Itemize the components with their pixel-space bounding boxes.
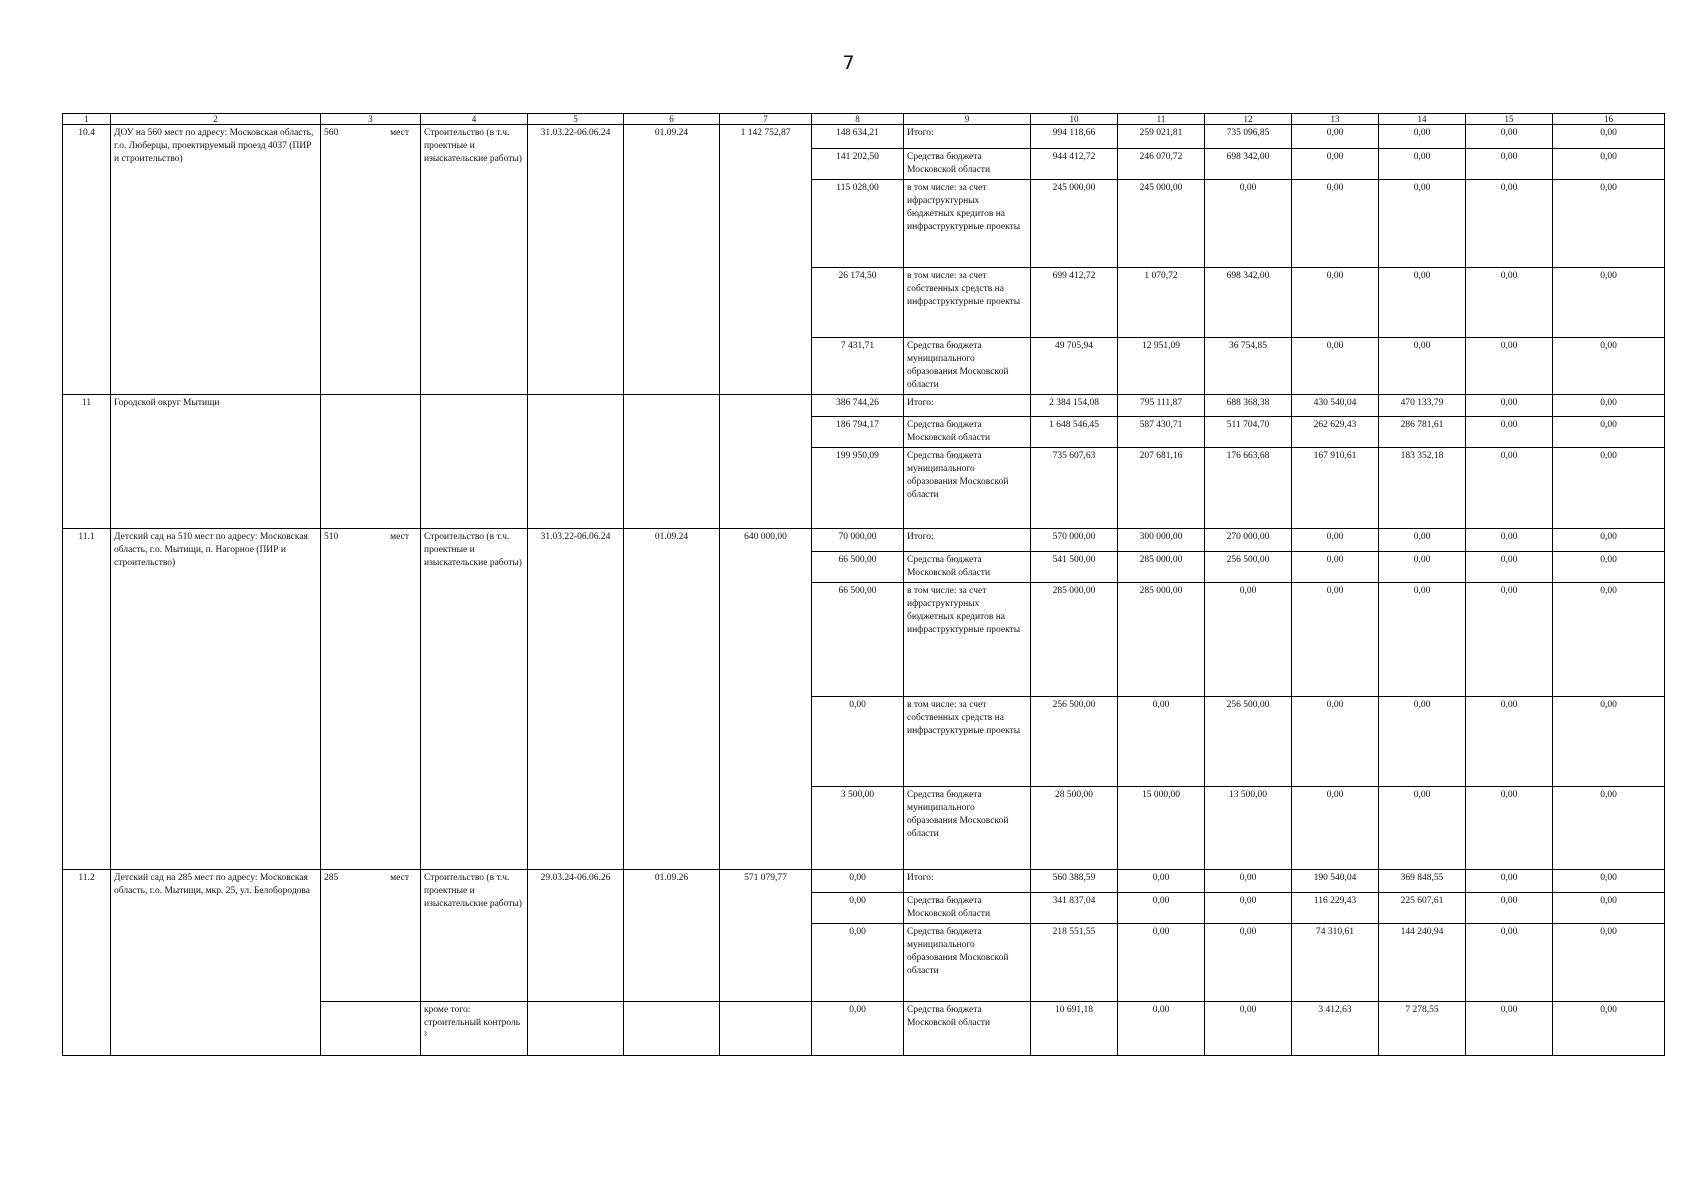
column-number: 5 (528, 114, 624, 125)
column-number: 3 (321, 114, 421, 125)
value-cell: 0,00 (1553, 417, 1665, 448)
value-cell: 0,00 (1553, 180, 1665, 268)
value-cell: 587 430,71 (1118, 417, 1205, 448)
value-cell: 285 000,00 (1118, 583, 1205, 697)
value-cell: 262 629,43 (1292, 417, 1379, 448)
value-cell: 66 500,00 (812, 552, 904, 583)
value-cell: 28 500,00 (1031, 787, 1118, 870)
value-cell: 190 540,04 (1292, 870, 1379, 893)
page-number: 7 (842, 52, 855, 74)
value-cell: 186 794,17 (812, 417, 904, 448)
empty-cell (528, 1002, 624, 1056)
value-cell: 698 342,00 (1205, 268, 1292, 338)
empty-cell (624, 1002, 720, 1056)
value-cell: 0,00 (812, 697, 904, 787)
commissioning-date: 01.09.24 (624, 529, 720, 870)
value-cell: 795 111,87 (1118, 395, 1205, 417)
funding-source: в том числе: за счет ифраструктурных бюджетных кредитов на инфраструктурные проекты (904, 180, 1031, 268)
value-cell: 0,00 (1466, 149, 1553, 180)
value-cell: 0,00 (1292, 268, 1379, 338)
funding-source: Средства бюджета Московской области (904, 149, 1031, 180)
value-cell: 0,00 (812, 924, 904, 1002)
column-number: 12 (1205, 114, 1292, 125)
value-cell: 0,00 (812, 893, 904, 924)
value-cell: 0,00 (1466, 924, 1553, 1002)
period: 29.03.24-06.06.26 (528, 870, 624, 1002)
value-cell: 511 704,70 (1205, 417, 1292, 448)
capacity-value: 510 (324, 532, 339, 542)
commissioning-date: 01.09.24 (624, 125, 720, 395)
value-cell: 0,00 (1553, 395, 1665, 417)
table-row (63, 870, 1665, 893)
column-number: 8 (812, 114, 904, 125)
funding-source: Средства бюджета муниципального образования Московской области (904, 924, 1031, 1002)
value-cell: 0,00 (1205, 893, 1292, 924)
value-cell: 0,00 (1292, 697, 1379, 787)
value-cell: 176 663,68 (1205, 448, 1292, 529)
value-cell: 0,00 (1205, 924, 1292, 1002)
value-cell: 1 070,72 (1118, 268, 1205, 338)
value-cell: 0,00 (1205, 180, 1292, 268)
column-number-row (63, 114, 1665, 125)
empty-cell (720, 395, 812, 529)
commissioning-date: 01.09.26 (624, 870, 720, 1002)
value-cell: 0,00 (1466, 268, 1553, 338)
value-cell: 256 500,00 (1205, 552, 1292, 583)
column-number: 15 (1466, 114, 1553, 125)
value-cell: 207 681,16 (1118, 448, 1205, 529)
value-cell: 7 278,55 (1379, 1002, 1466, 1056)
value-cell: 430 540,04 (1292, 395, 1379, 417)
value-cell: 2 384 154,08 (1031, 395, 1118, 417)
value-cell: 256 500,00 (1205, 697, 1292, 787)
value-cell: 1 648 546,45 (1031, 417, 1118, 448)
value-cell: 300 000,00 (1118, 529, 1205, 552)
value-cell: 0,00 (1553, 787, 1665, 870)
value-cell: 144 240,94 (1379, 924, 1466, 1002)
value-cell: 0,00 (1379, 697, 1466, 787)
value-cell: 167 910,61 (1292, 448, 1379, 529)
value-cell: 0,00 (1118, 870, 1205, 893)
value-cell: 70 000,00 (812, 529, 904, 552)
capacity-cell (321, 870, 421, 1002)
funding-source: Средства бюджета Московской области (904, 893, 1031, 924)
empty-cell (720, 1002, 812, 1056)
row-number: 11.2 (63, 870, 111, 1056)
value-cell: 66 500,00 (812, 583, 904, 697)
value-cell: 285 000,00 (1118, 552, 1205, 583)
capacity-unit: мест (390, 128, 409, 138)
value-cell: 0,00 (1466, 552, 1553, 583)
object-name: Детский сад на 510 мест по адресу: Московская область, г.о. Мытищи, п. Нагорное (ПИР и строительство) (111, 529, 321, 870)
value-cell: 541 500,00 (1031, 552, 1118, 583)
value-cell: 0,00 (1205, 870, 1292, 893)
value-cell: 0,00 (1553, 149, 1665, 180)
value-cell: 285 000,00 (1031, 583, 1118, 697)
column-number: 11 (1118, 114, 1205, 125)
column-number: 6 (624, 114, 720, 125)
funding-source: Итого: (904, 870, 1031, 893)
value-cell: 0,00 (1118, 1002, 1205, 1056)
value-cell: 0,00 (1379, 338, 1466, 395)
capacity-unit: мест (390, 873, 409, 883)
funding-source: Средства бюджета муниципального образования Московской области (904, 338, 1031, 395)
value-cell: 0,00 (1292, 125, 1379, 149)
work-type: Строительство (в т.ч. проектные и изыскательские работы) (421, 125, 528, 395)
value-cell: 0,00 (1118, 924, 1205, 1002)
capacity-value: 285 (324, 873, 339, 883)
value-cell: 699 412,72 (1031, 268, 1118, 338)
funding-source: в том числе: за счет собственных средств на инфраструктурные проекты (904, 268, 1031, 338)
value-cell: 0,00 (1466, 697, 1553, 787)
value-cell: 0,00 (1466, 448, 1553, 529)
value-cell: 3 412,63 (1292, 1002, 1379, 1056)
value-cell: 0,00 (1553, 893, 1665, 924)
value-cell: 0,00 (1553, 125, 1665, 149)
funding-source: Средства бюджета Московской области (904, 417, 1031, 448)
value-cell: 245 000,00 (1031, 180, 1118, 268)
value-cell: 0,00 (1466, 338, 1553, 395)
value-cell: 225 607,61 (1379, 893, 1466, 924)
value-cell: 259 021,81 (1118, 125, 1205, 149)
empty-cell (421, 395, 528, 529)
column-number: 13 (1292, 114, 1379, 125)
column-number: 4 (421, 114, 528, 125)
value-cell: 12 951,09 (1118, 338, 1205, 395)
value-cell: 0,00 (1292, 583, 1379, 697)
value-cell: 13 500,00 (1205, 787, 1292, 870)
funding-source: Средства бюджета Московской области (904, 552, 1031, 583)
funding-source: Средства бюджета Московской области (904, 1002, 1031, 1056)
construction-control: кроме того: строительный контроль ³ (421, 1002, 528, 1056)
period: 31.03.22-06.06.24 (528, 529, 624, 870)
value-cell: 0,00 (1553, 268, 1665, 338)
column-number: 7 (720, 114, 812, 125)
value-cell: 0,00 (1292, 529, 1379, 552)
value-cell: 183 352,18 (1379, 448, 1466, 529)
funding-source: в том числе: за счет собственных средств на инфраструктурные проекты (904, 697, 1031, 787)
value-cell: 115 028,00 (812, 180, 904, 268)
total-cost: 1 142 752,87 (720, 125, 812, 395)
table-row (63, 529, 1665, 552)
value-cell: 0,00 (1553, 583, 1665, 697)
funding-source: Средства бюджета муниципального образования Московской области (904, 787, 1031, 870)
work-type: Строительство (в т.ч. проектные и изыскательские работы) (421, 870, 528, 1002)
value-cell: 0,00 (1466, 1002, 1553, 1056)
empty-cell (321, 1002, 421, 1056)
value-cell: 735 607,63 (1031, 448, 1118, 529)
value-cell: 994 118,66 (1031, 125, 1118, 149)
value-cell: 0,00 (1379, 180, 1466, 268)
value-cell: 386 744,26 (812, 395, 904, 417)
column-number: 10 (1031, 114, 1118, 125)
value-cell: 570 000,00 (1031, 529, 1118, 552)
value-cell: 286 781,61 (1379, 417, 1466, 448)
value-cell: 141 202,50 (812, 149, 904, 180)
value-cell: 735 096,85 (1205, 125, 1292, 149)
object-name: ДОУ на 560 мест по адресу: Московская область, г.о. Люберцы, проектируемый проезд 4037 (ПИР и строительство) (111, 125, 321, 395)
capacity-cell (321, 529, 421, 870)
value-cell: 0,00 (812, 870, 904, 893)
value-cell: 0,00 (1553, 870, 1665, 893)
value-cell: 218 551,55 (1031, 924, 1118, 1002)
value-cell: 7 431,71 (812, 338, 904, 395)
funding-source: Средства бюджета муниципального образования Московской области (904, 448, 1031, 529)
row-number: 11.1 (63, 529, 111, 870)
value-cell: 944 412,72 (1031, 149, 1118, 180)
value-cell: 560 388,59 (1031, 870, 1118, 893)
total-cost: 571 079,77 (720, 870, 812, 1002)
capacity-cell (321, 125, 421, 395)
value-cell: 0,00 (1379, 125, 1466, 149)
empty-cell (624, 395, 720, 529)
budget-table (62, 113, 1665, 1056)
column-number: 16 (1553, 114, 1665, 125)
value-cell: 0,00 (1292, 338, 1379, 395)
value-cell: 0,00 (1553, 1002, 1665, 1056)
value-cell: 0,00 (1466, 395, 1553, 417)
value-cell: 0,00 (1466, 870, 1553, 893)
value-cell: 0,00 (1553, 924, 1665, 1002)
value-cell: 698 342,00 (1205, 149, 1292, 180)
value-cell: 74 310,61 (1292, 924, 1379, 1002)
column-number: 1 (63, 114, 111, 125)
value-cell: 0,00 (1466, 180, 1553, 268)
value-cell: 49 705,94 (1031, 338, 1118, 395)
funding-source: Итого: (904, 125, 1031, 149)
value-cell: 245 000,00 (1118, 180, 1205, 268)
value-cell: 0,00 (1379, 149, 1466, 180)
value-cell: 0,00 (1118, 893, 1205, 924)
row-number: 11 (63, 395, 111, 529)
value-cell: 199 950,09 (812, 448, 904, 529)
table-row (63, 125, 1665, 149)
empty-cell (321, 395, 421, 529)
value-cell: 0,00 (1379, 529, 1466, 552)
value-cell: 148 634,21 (812, 125, 904, 149)
value-cell: 0,00 (1466, 529, 1553, 552)
value-cell: 0,00 (1379, 583, 1466, 697)
column-number: 14 (1379, 114, 1466, 125)
value-cell: 0,00 (1466, 893, 1553, 924)
value-cell: 369 848,55 (1379, 870, 1466, 893)
value-cell: 0,00 (1553, 529, 1665, 552)
value-cell: 0,00 (1292, 552, 1379, 583)
table-row (63, 395, 1665, 417)
value-cell: 0,00 (1466, 787, 1553, 870)
value-cell: 0,00 (1292, 787, 1379, 870)
value-cell: 0,00 (1379, 552, 1466, 583)
period: 31.03.22-06.06.24 (528, 125, 624, 395)
funding-source: Итого: (904, 529, 1031, 552)
value-cell: 341 837,04 (1031, 893, 1118, 924)
value-cell: 36 754,85 (1205, 338, 1292, 395)
value-cell: 10 691,18 (1031, 1002, 1118, 1056)
funding-source: в том числе: за счет ифраструктурных бюджетных кредитов на инфраструктурные проекты (904, 583, 1031, 697)
total-cost: 640 000,00 (720, 529, 812, 870)
value-cell: 0,00 (1292, 149, 1379, 180)
column-number: 2 (111, 114, 321, 125)
value-cell: 0,00 (1553, 448, 1665, 529)
value-cell: 0,00 (812, 1002, 904, 1056)
value-cell: 15 000,00 (1118, 787, 1205, 870)
object-name: Детский сад на 285 мест по адресу: Московская область, г.о. Мытищи, мкр. 25, ул. Белобородова (111, 870, 321, 1056)
value-cell: 0,00 (1553, 552, 1665, 583)
funding-source: Итого: (904, 395, 1031, 417)
value-cell: 246 070,72 (1118, 149, 1205, 180)
value-cell: 3 500,00 (812, 787, 904, 870)
column-number: 9 (904, 114, 1031, 125)
value-cell: 270 000,00 (1205, 529, 1292, 552)
value-cell: 0,00 (1466, 583, 1553, 697)
empty-cell (528, 395, 624, 529)
value-cell: 26 174,50 (812, 268, 904, 338)
value-cell: 0,00 (1205, 583, 1292, 697)
capacity-value: 560 (324, 128, 339, 138)
value-cell: 470 133,79 (1379, 395, 1466, 417)
value-cell: 0,00 (1466, 125, 1553, 149)
value-cell: 0,00 (1292, 180, 1379, 268)
value-cell: 0,00 (1553, 338, 1665, 395)
value-cell: 0,00 (1379, 787, 1466, 870)
work-type: Строительство (в т.ч. проектные и изыскательские работы) (421, 529, 528, 870)
value-cell: 0,00 (1379, 268, 1466, 338)
value-cell: 0,00 (1466, 417, 1553, 448)
value-cell: 688 368,38 (1205, 395, 1292, 417)
object-name: Городской округ Мытищи (111, 395, 321, 529)
value-cell: 0,00 (1118, 697, 1205, 787)
value-cell: 256 500,00 (1031, 697, 1118, 787)
value-cell: 0,00 (1205, 1002, 1292, 1056)
value-cell: 0,00 (1553, 697, 1665, 787)
row-number: 10.4 (63, 125, 111, 395)
capacity-unit: мест (390, 532, 409, 542)
value-cell: 116 229,43 (1292, 893, 1379, 924)
